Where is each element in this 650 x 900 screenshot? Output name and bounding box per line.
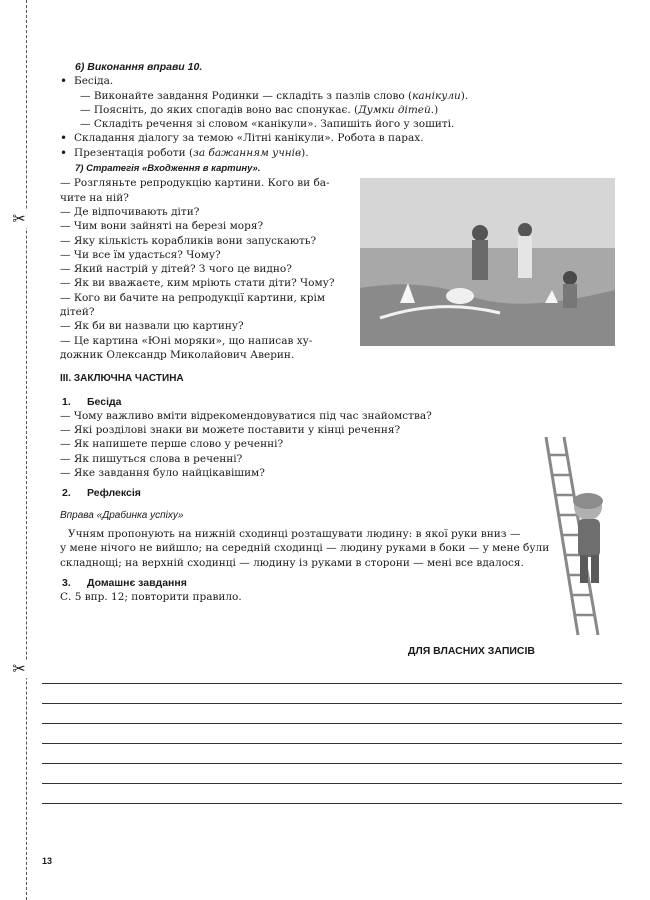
question-line: — Де відпочивають діти? [60,205,200,218]
subsection-heading: 2. Рефлексія [62,487,141,500]
question-line: чите на ній? [60,191,129,204]
paragraph-line: Учням пропонують на нижній сходинці розташувати людину: в якої руки вниз — [68,527,521,540]
writing-line [42,723,622,724]
dialog-line: — Поясніть, до яких спогадів воно вас спонукає. (Думки дітей.) [80,103,439,116]
question-line: — Як би ви назвали цю картину? [60,320,244,333]
homework-line: С. 5 впр. 12; повторити правило. [60,591,242,604]
dialog-line: — Виконайте завдання Родинки — складіть з пазлів слово (канікули). [80,89,469,102]
exercise-title: Вправа «Драбинка успіху» [60,509,184,521]
subsection-heading: 1. Бесіда [62,395,122,408]
question-line: — Чим вони зайняті на березі моря? [60,220,264,233]
scissors-icon: ✂ [10,660,28,678]
question-line: — Чи все їм удасться? Чому? [60,248,221,261]
writing-line [42,763,622,764]
notes-title: ДЛЯ ВЛАСНИХ ЗАПИСІВ [407,645,535,657]
question-line: — Які розділові знаки ви можете поставити у кінці речення? [60,424,401,437]
step-6-heading: 6) Виконання вправи 10. [75,61,203,73]
question-line: — Яке завдання було найцікавішим? [60,467,265,480]
writing-line [42,703,622,704]
cut-line [26,0,27,900]
question-line: — Як ви вважаєте, ким мріють стати діти? Чому? [60,277,335,290]
question-line: — Це картина «Юні моряки», що написав ху- [60,334,313,347]
writing-line [42,743,622,744]
paragraph-line: у мене нічого не вийшло; на середній сходинці — людину руками в боки — у мене були [60,542,550,555]
ladder-illustration [538,435,613,640]
scissors-icon: ✂ [10,210,28,228]
page-number: 13 [42,856,53,866]
part-3-heading: III. ЗАКЛЮЧНА ЧАСТИНА [60,373,184,385]
question-line: — Як напишете перше слово у реченні? [60,438,284,451]
list-item: • Складання діалогу за темою «Літні канікули». Робота в парах. [60,131,535,145]
question-line: — Розгляньте репродукцію картини. Кого ви ба- [60,177,330,190]
writing-line [42,803,622,804]
question-line: — Як пишуться слова в реченні? [60,452,243,465]
question-line: — Який настрій у дітей? З чого це видно? [60,263,292,276]
question-line: — Кого ви бачите на репродукції картини, крім [60,291,325,304]
writing-line [42,683,622,684]
step-7-heading: 7) Стратегія «Входження в картину». [75,163,261,175]
dialog-line: — Складіть речення зі словом «канікули». Запишіть його у зошиті. [80,118,455,131]
question-line: дожник Олександр Миколайович Аверин. [60,348,295,361]
question-line: — Яку кількість корабликів вони запускають? [60,234,317,247]
painting-image [360,178,615,346]
subsection-heading: 3. Домашнє завдання [62,576,187,589]
list-item: • Бесіда. [60,74,535,88]
writing-line [42,783,622,784]
question-line: — Чому важливо вміти відрекомендовуватися під час знайомства? [60,409,432,422]
paragraph-line: складнощі; на верхній сходинці — людину із руками в сторони — мені все вдалося. [60,556,524,569]
list-item: • Презентація роботи (за бажанням учнів). [60,146,535,160]
question-line: дітей? [60,306,95,319]
